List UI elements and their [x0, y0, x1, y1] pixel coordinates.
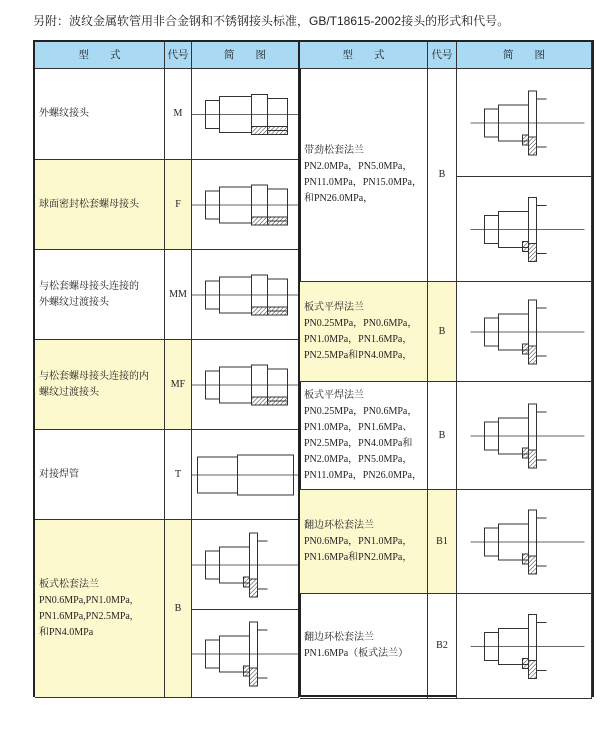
- type-text: 翻边环松套法兰: [304, 519, 374, 531]
- code-cell: B2: [428, 594, 457, 699]
- type-text: 螺纹过渡接头: [39, 386, 99, 398]
- code-cell: B: [428, 282, 457, 382]
- type-text: 球面密封松套螺母接头: [39, 198, 139, 210]
- code-cell: F: [165, 160, 192, 250]
- right-header-code: 代号: [428, 42, 457, 69]
- diagram-cell: [192, 430, 299, 520]
- type-text: PN0.25MPa，PN0.6MPa，: [304, 405, 418, 417]
- left-header-code: 代号: [165, 42, 192, 69]
- type-text: PN0.25MPa，PN0.6MPa，: [304, 317, 418, 329]
- type-text: 和PN26.0MPa，: [304, 193, 374, 204]
- type-cell: [300, 594, 428, 699]
- code-cell: MF: [165, 340, 192, 430]
- type-cell: [35, 160, 165, 250]
- diagram-cell: [192, 340, 299, 430]
- code-cell: M: [165, 69, 192, 160]
- type-text: 外螺纹接头: [39, 108, 89, 119]
- right-table: [298, 40, 594, 697]
- hubbed-loose-flange-icon: [457, 177, 592, 282]
- diagram-cell: [192, 69, 299, 160]
- type-text: 与松套螺母接头连接的内: [39, 370, 149, 382]
- type-text: PN11.0MPa，PN26.0MPa，: [304, 469, 422, 481]
- diagram-cell: [192, 610, 299, 698]
- type-text: 板式平焊法兰: [304, 389, 364, 401]
- code-cell: B: [165, 520, 192, 698]
- code-cell: MM: [165, 250, 192, 340]
- right-header-diagram: 简 图: [457, 42, 592, 69]
- type-cell: [35, 69, 165, 160]
- left-header-diagram: 简 图: [192, 42, 299, 69]
- male-thread-fitting-icon: [192, 69, 299, 160]
- code-cell: B1: [428, 490, 457, 594]
- diagram-cell: [457, 382, 592, 490]
- type-text: PN0.6MPa,PN1.0MPa,: [39, 594, 133, 606]
- diagram-cell: [192, 160, 299, 250]
- type-text: PN1.6MPa和PN2.0MPa，: [304, 551, 413, 563]
- page-title: 另附：波纹金属软管用非合金钢和不锈钢接头标准，GB/T18615-2002接头的形式和代号。: [33, 14, 510, 28]
- diagram-cell: [457, 69, 592, 177]
- type-text: PN0.6MPa，PN1.0MPa，: [304, 535, 413, 547]
- type-text: PN2.0MPa，PN5.0MPa，: [304, 161, 413, 172]
- butt-weld-pipe-icon: [192, 430, 299, 520]
- type-text: 板式松套法兰: [39, 578, 99, 590]
- loose-plate-flange-icon: [192, 610, 299, 698]
- diagram-cell: [192, 250, 299, 340]
- type-cell: [35, 430, 165, 520]
- diagram-cell: [457, 282, 592, 382]
- hubbed-loose-flange-icon: [457, 69, 592, 177]
- type-cell: [300, 69, 428, 282]
- swivel-nut-fitting-icon: [192, 160, 299, 250]
- type-text: PN11.0MPa，PN15.0MPa，: [304, 177, 422, 188]
- code-cell: B: [428, 382, 457, 490]
- lap-joint-flange-icon: [457, 490, 592, 594]
- type-text: 板式平焊法兰: [304, 301, 364, 313]
- female-adapter-icon: [192, 340, 299, 430]
- type-text: 翻边环松套法兰: [304, 632, 374, 643]
- type-text: PN2.0MPa，PN5.0MPa，: [304, 453, 413, 465]
- code-cell: T: [165, 430, 192, 520]
- diagram-cell: [457, 490, 592, 594]
- slip-on-plate-flange-icon: [457, 382, 592, 490]
- diagram-cell: [457, 177, 592, 282]
- type-cell: [300, 382, 428, 490]
- type-text: 对接焊管: [39, 468, 79, 480]
- type-cell: [35, 520, 165, 698]
- right-header-type: 型 式: [300, 42, 428, 69]
- lap-joint-plate-flange-icon: [457, 594, 592, 699]
- type-cell: [35, 340, 165, 430]
- diagram-cell: [192, 520, 299, 610]
- code-cell: B: [428, 69, 457, 282]
- male-adapter-icon: [192, 250, 299, 340]
- type-text: PN2.5MPa和PN4.0MPa，: [304, 349, 413, 361]
- type-text: PN1.6MPa,PN2.5MPa,: [39, 610, 133, 622]
- loose-plate-flange-icon: [192, 520, 299, 610]
- left-header-type: 型 式: [35, 42, 165, 69]
- type-text: 外螺纹过渡接头: [39, 296, 109, 308]
- type-text: 和PN4.0MPa: [39, 626, 94, 638]
- type-text: PN1.0MPa，PN1.6MPa、: [304, 421, 413, 433]
- type-cell: [300, 282, 428, 382]
- type-cell: [300, 490, 428, 594]
- type-text: PN1.0MPa，PN1.6MPa，: [304, 333, 413, 345]
- diagram-cell: [457, 594, 592, 699]
- left-table: [33, 40, 301, 697]
- type-text: PN2.5MPa，PN4.0MPa和: [304, 437, 413, 449]
- type-text: 与松套螺母接头连接的: [39, 280, 139, 292]
- type-text: PN1.6MPa（板式法兰）: [304, 648, 409, 659]
- slip-on-plate-flange-icon: [457, 282, 592, 382]
- type-cell: [35, 250, 165, 340]
- type-text: 带劲松套法兰: [304, 145, 364, 156]
